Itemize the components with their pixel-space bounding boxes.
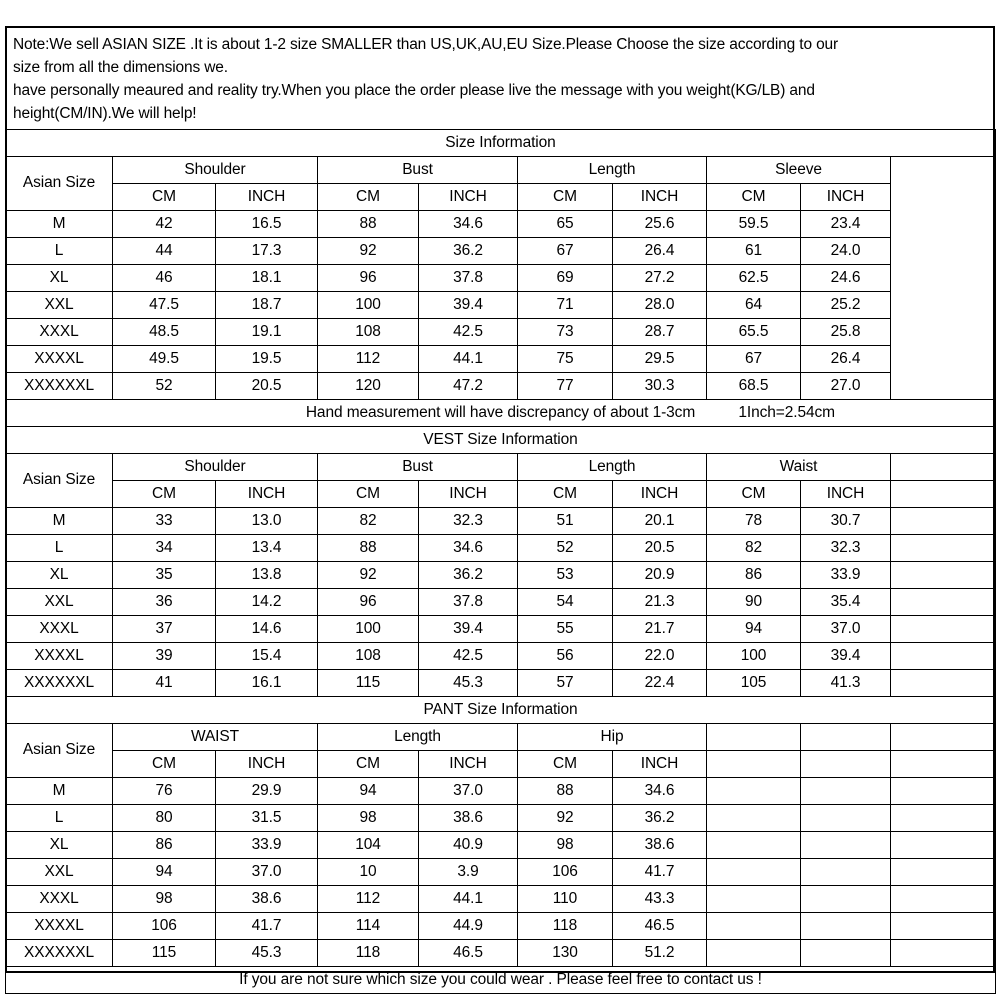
cell: 46.5: [613, 913, 707, 940]
cell: 3.9: [419, 859, 518, 886]
row-size: XXXXL: [6, 346, 113, 373]
cell: 73: [518, 319, 613, 346]
cell: 26.4: [801, 346, 891, 373]
cell: 69: [518, 265, 613, 292]
vest-group-header-waist: Waist: [707, 454, 891, 481]
cell: 53: [518, 562, 613, 589]
row-size: XXXXXXL: [6, 940, 113, 967]
table-row: [6, 805, 996, 832]
table-row: [6, 589, 996, 616]
cell: 17.3: [216, 238, 318, 265]
pant-asian-size-header: Asian Size: [6, 724, 113, 778]
vest-unit-bust-cm: CM: [318, 481, 419, 508]
discrepancy-row: [6, 400, 996, 427]
pant-title-row: [6, 697, 996, 724]
cell: 37.0: [216, 859, 318, 886]
table-row: [6, 778, 996, 805]
pant-empty-cell: [891, 886, 996, 913]
cell: 44.9: [419, 913, 518, 940]
cell: 35: [113, 562, 216, 589]
cell: 39.4: [801, 643, 891, 670]
cell: 22.0: [613, 643, 707, 670]
table-row: [6, 238, 996, 265]
unit-header-sleeve-cm: CM: [707, 184, 801, 211]
table-row: [6, 562, 996, 589]
cell: 32.3: [801, 535, 891, 562]
unit-header-bust-cm: CM: [318, 184, 419, 211]
cell: 104: [318, 832, 419, 859]
cell: 29.9: [216, 778, 318, 805]
cell: 41.7: [216, 913, 318, 940]
table-row: [6, 292, 996, 319]
cell: 110: [518, 886, 613, 913]
cell: 61: [707, 238, 801, 265]
cell: 98: [518, 832, 613, 859]
empty-trailing-column: [891, 157, 996, 400]
pant-unit-hip-inch: INCH: [613, 751, 707, 778]
cell: 82: [318, 508, 419, 535]
table-title-row: [6, 130, 996, 157]
cell: 42.5: [419, 643, 518, 670]
row-size: M: [6, 211, 113, 238]
pant-empty-header-cell: [891, 724, 996, 751]
page-title: Size Information: [6, 130, 996, 157]
vest-group-header-shoulder: Shoulder: [113, 454, 318, 481]
vest-empty-cell: [891, 508, 996, 535]
asian-size-header: Asian Size: [6, 157, 113, 211]
pant-empty-cell: [891, 913, 996, 940]
cell: 51.2: [613, 940, 707, 967]
table-row: [6, 886, 996, 913]
cell: 105: [707, 670, 801, 697]
cell: 76: [113, 778, 216, 805]
pant-empty-cell: [801, 913, 891, 940]
cell: 36.2: [419, 238, 518, 265]
cell: 92: [318, 238, 419, 265]
cell: 112: [318, 346, 419, 373]
cell: 96: [318, 265, 419, 292]
vest-unit-length-cm: CM: [518, 481, 613, 508]
cell: 130: [518, 940, 613, 967]
row-size: XXL: [6, 292, 113, 319]
cell: 96: [318, 589, 419, 616]
cell: 15.4: [216, 643, 318, 670]
vest-unit-shoulder-inch: INCH: [216, 481, 318, 508]
cell: 75: [518, 346, 613, 373]
cell: 38.6: [419, 805, 518, 832]
row-size: XXL: [6, 859, 113, 886]
cell: 90: [707, 589, 801, 616]
vest-unit-waist-inch: INCH: [801, 481, 891, 508]
note-line-4: height(CM/IN).We will help!: [13, 105, 197, 122]
table-row: [6, 508, 996, 535]
discrepancy-banner: [6, 400, 996, 427]
cell: 78: [707, 508, 801, 535]
table-row: [6, 832, 996, 859]
pant-unit-waist-inch: INCH: [216, 751, 318, 778]
unit-header-bust-inch: INCH: [419, 184, 518, 211]
table-row: [6, 535, 996, 562]
vest-group-header-row: [6, 454, 996, 481]
cell: 23.4: [801, 211, 891, 238]
cell: 45.3: [419, 670, 518, 697]
pant-group-header-hip: Hip: [518, 724, 707, 751]
cell: 106: [113, 913, 216, 940]
vest-asian-size-header: Asian Size: [6, 454, 113, 508]
pant-empty-cell: [707, 859, 801, 886]
cell: 24.6: [801, 265, 891, 292]
cell: 34.6: [419, 535, 518, 562]
vest-empty-cell: [891, 481, 996, 508]
cell: 77: [518, 373, 613, 400]
pant-empty-cell: [801, 886, 891, 913]
cell: 25.2: [801, 292, 891, 319]
cell: 13.4: [216, 535, 318, 562]
cell: 14.6: [216, 616, 318, 643]
row-size: M: [6, 778, 113, 805]
vest-unit-header-row: [6, 481, 996, 508]
row-size: M: [6, 508, 113, 535]
cell: 34.6: [613, 778, 707, 805]
cell: 51: [518, 508, 613, 535]
row-size: XXXL: [6, 319, 113, 346]
table-row: [6, 643, 996, 670]
cell: 33.9: [801, 562, 891, 589]
vest-group-header-bust: Bust: [318, 454, 518, 481]
vest-empty-cell: [891, 562, 996, 589]
pant-empty-cell: [707, 886, 801, 913]
cell: 20.1: [613, 508, 707, 535]
cell: 14.2: [216, 589, 318, 616]
pant-unit-hip-cm: CM: [518, 751, 613, 778]
cell: 120: [318, 373, 419, 400]
cell: 88: [318, 211, 419, 238]
cell: 52: [518, 535, 613, 562]
row-size: XXL: [6, 589, 113, 616]
cell: 80: [113, 805, 216, 832]
note-block: [5, 26, 995, 131]
vest-empty-cell: [891, 535, 996, 562]
cell: 38.6: [216, 886, 318, 913]
table-row: [6, 373, 996, 400]
table-row: [6, 346, 996, 373]
pant-empty-cell: [891, 940, 996, 967]
pant-empty-header-cell: [707, 724, 801, 751]
table-row: [6, 913, 996, 940]
pant-title: PANT Size Information: [6, 697, 996, 724]
cell: 41.3: [801, 670, 891, 697]
note-line-3: have personally meaured and reality try.When you place the order please live the message with you weight(KG/LB) and: [13, 82, 815, 99]
cell: 64: [707, 292, 801, 319]
cell: 13.0: [216, 508, 318, 535]
pant-empty-cell: [891, 832, 996, 859]
cell: 32.3: [419, 508, 518, 535]
vest-unit-waist-cm: CM: [707, 481, 801, 508]
cell: 57: [518, 670, 613, 697]
pant-empty-cell: [707, 940, 801, 967]
cell: 39.4: [419, 616, 518, 643]
cell: 86: [707, 562, 801, 589]
cell: 22.4: [613, 670, 707, 697]
cell: 46: [113, 265, 216, 292]
cell: 18.7: [216, 292, 318, 319]
cell: 106: [518, 859, 613, 886]
row-size: XXXXL: [6, 913, 113, 940]
discrepancy-text: Hand measurement will have discrepancy of about 1-3cm: [305, 403, 696, 421]
table-row: [6, 211, 996, 238]
pant-empty-cell: [801, 859, 891, 886]
cell: 35.4: [801, 589, 891, 616]
pant-empty-cell: [801, 940, 891, 967]
unit-header-length-inch: INCH: [613, 184, 707, 211]
cell: 18.1: [216, 265, 318, 292]
pant-empty-cell: [891, 778, 996, 805]
cell: 37.0: [419, 778, 518, 805]
vest-empty-cell: [891, 589, 996, 616]
footer-row: [6, 967, 996, 994]
cell: 86: [113, 832, 216, 859]
cell: 46.5: [419, 940, 518, 967]
cell: 16.1: [216, 670, 318, 697]
cell: 42.5: [419, 319, 518, 346]
pant-empty-header-cell: [801, 724, 891, 751]
cell: 88: [318, 535, 419, 562]
cell: 100: [707, 643, 801, 670]
vest-empty-cell: [891, 670, 996, 697]
vest-unit-length-inch: INCH: [613, 481, 707, 508]
cell: 108: [318, 319, 419, 346]
pant-unit-length-cm: CM: [318, 751, 419, 778]
cell: 112: [318, 886, 419, 913]
group-header-row: [6, 157, 996, 184]
cell: 21.7: [613, 616, 707, 643]
row-size: L: [6, 535, 113, 562]
cell: 33: [113, 508, 216, 535]
cell: 65: [518, 211, 613, 238]
cell: 43.3: [613, 886, 707, 913]
cell: 27.2: [613, 265, 707, 292]
cell: 44: [113, 238, 216, 265]
vest-unit-bust-inch: INCH: [419, 481, 518, 508]
unit-header-length-cm: CM: [518, 184, 613, 211]
vest-title: VEST Size Information: [6, 427, 996, 454]
cell: 100: [318, 616, 419, 643]
cell: 62.5: [707, 265, 801, 292]
pant-empty-cell: [707, 832, 801, 859]
cell: 30.3: [613, 373, 707, 400]
pant-empty-cell: [707, 778, 801, 805]
cell: 115: [318, 670, 419, 697]
pant-empty-cell: [801, 805, 891, 832]
cell: 44.1: [419, 346, 518, 373]
cell: 25.8: [801, 319, 891, 346]
cell: 30.7: [801, 508, 891, 535]
pant-empty-cell: [801, 832, 891, 859]
unit-header-shoulder-inch: INCH: [216, 184, 318, 211]
group-header-bust: Bust: [318, 157, 518, 184]
cell: 36: [113, 589, 216, 616]
pant-group-header-row: [6, 724, 996, 751]
row-size: L: [6, 805, 113, 832]
cell: 48.5: [113, 319, 216, 346]
row-size: XXXXXXL: [6, 670, 113, 697]
cell: 94: [318, 778, 419, 805]
cell: 28.0: [613, 292, 707, 319]
vest-group-header-length: Length: [518, 454, 707, 481]
cell: 67: [518, 238, 613, 265]
vest-title-row: [6, 427, 996, 454]
cell: 20.9: [613, 562, 707, 589]
table-row: [6, 859, 996, 886]
cell: 114: [318, 913, 419, 940]
cell: 49.5: [113, 346, 216, 373]
note-line-2: size from all the dimensions we.: [13, 59, 228, 76]
cell: 34.6: [419, 211, 518, 238]
pant-empty-cell: [891, 859, 996, 886]
cell: 56: [518, 643, 613, 670]
cell: 37: [113, 616, 216, 643]
cell: 92: [318, 562, 419, 589]
pant-empty-cell: [707, 751, 801, 778]
unit-header-shoulder-cm: CM: [113, 184, 216, 211]
row-size: XXXXXXL: [6, 373, 113, 400]
table-row: [6, 616, 996, 643]
cell: 16.5: [216, 211, 318, 238]
vest-empty-cell: [891, 616, 996, 643]
pant-group-header-waist: WAIST: [113, 724, 318, 751]
row-size: XXXXL: [6, 643, 113, 670]
inch-conversion-text: 1Inch=2.54cm: [738, 403, 835, 421]
cell: 34: [113, 535, 216, 562]
cell: 71: [518, 292, 613, 319]
cell: 65.5: [707, 319, 801, 346]
pant-empty-cell: [891, 805, 996, 832]
cell: 20.5: [613, 535, 707, 562]
cell: 19.5: [216, 346, 318, 373]
cell: 21.3: [613, 589, 707, 616]
cell: 20.5: [216, 373, 318, 400]
unit-header-row: [6, 184, 996, 211]
pant-unit-header-row: [6, 751, 996, 778]
cell: 29.5: [613, 346, 707, 373]
row-size: L: [6, 238, 113, 265]
cell: 25.6: [613, 211, 707, 238]
cell: 88: [518, 778, 613, 805]
cell: 37.8: [419, 265, 518, 292]
cell: 26.4: [613, 238, 707, 265]
row-size: XL: [6, 562, 113, 589]
cell: 108: [318, 643, 419, 670]
cell: 118: [318, 940, 419, 967]
cell: 45.3: [216, 940, 318, 967]
group-header-shoulder: Shoulder: [113, 157, 318, 184]
size-information-table: [5, 129, 996, 994]
cell: 94: [113, 859, 216, 886]
table-row: [6, 265, 996, 292]
table-row: [6, 940, 996, 967]
unit-header-sleeve-inch: INCH: [801, 184, 891, 211]
cell: 59.5: [707, 211, 801, 238]
cell: 47.2: [419, 373, 518, 400]
table-row: [6, 319, 996, 346]
cell: 92: [518, 805, 613, 832]
cell: 39: [113, 643, 216, 670]
cell: 118: [518, 913, 613, 940]
footer-contact-text: If you are not sure which size you could wear . Please feel free to contact us !: [6, 967, 996, 994]
cell: 19.1: [216, 319, 318, 346]
pant-empty-cell: [707, 913, 801, 940]
pant-unit-waist-cm: CM: [113, 751, 216, 778]
cell: 13.8: [216, 562, 318, 589]
group-header-sleeve: Sleeve: [707, 157, 891, 184]
cell: 68.5: [707, 373, 801, 400]
cell: 36.2: [613, 805, 707, 832]
pant-empty-cell: [801, 778, 891, 805]
cell: 27.0: [801, 373, 891, 400]
cell: 37.8: [419, 589, 518, 616]
pant-group-header-length: Length: [318, 724, 518, 751]
cell: 52: [113, 373, 216, 400]
cell: 10: [318, 859, 419, 886]
group-header-length: Length: [518, 157, 707, 184]
cell: 115: [113, 940, 216, 967]
pant-empty-cell: [891, 751, 996, 778]
row-size: XL: [6, 832, 113, 859]
cell: 82: [707, 535, 801, 562]
cell: 44.1: [419, 886, 518, 913]
cell: 55: [518, 616, 613, 643]
cell: 47.5: [113, 292, 216, 319]
cell: 33.9: [216, 832, 318, 859]
pant-unit-length-inch: INCH: [419, 751, 518, 778]
cell: 40.9: [419, 832, 518, 859]
cell: 31.5: [216, 805, 318, 832]
row-size: XXXL: [6, 616, 113, 643]
cell: 28.7: [613, 319, 707, 346]
cell: 98: [113, 886, 216, 913]
pant-empty-cell: [707, 805, 801, 832]
pant-empty-cell: [801, 751, 891, 778]
cell: 36.2: [419, 562, 518, 589]
cell: 39.4: [419, 292, 518, 319]
cell: 38.6: [613, 832, 707, 859]
cell: 98: [318, 805, 419, 832]
cell: 37.0: [801, 616, 891, 643]
cell: 54: [518, 589, 613, 616]
cell: 24.0: [801, 238, 891, 265]
note-line-1: Note:We sell ASIAN SIZE .It is about 1-2 size SMALLER than US,UK,AU,EU Size.Please Choose the size according to our: [13, 36, 839, 53]
cell: 100: [318, 292, 419, 319]
vest-unit-shoulder-cm: CM: [113, 481, 216, 508]
table-row: [6, 670, 996, 697]
vest-empty-cell: [891, 643, 996, 670]
cell: 41.7: [613, 859, 707, 886]
row-size: XL: [6, 265, 113, 292]
cell: 41: [113, 670, 216, 697]
cell: 67: [707, 346, 801, 373]
cell: 94: [707, 616, 801, 643]
row-size: XXXL: [6, 886, 113, 913]
vest-empty-cell: [891, 454, 996, 481]
cell: 42: [113, 211, 216, 238]
